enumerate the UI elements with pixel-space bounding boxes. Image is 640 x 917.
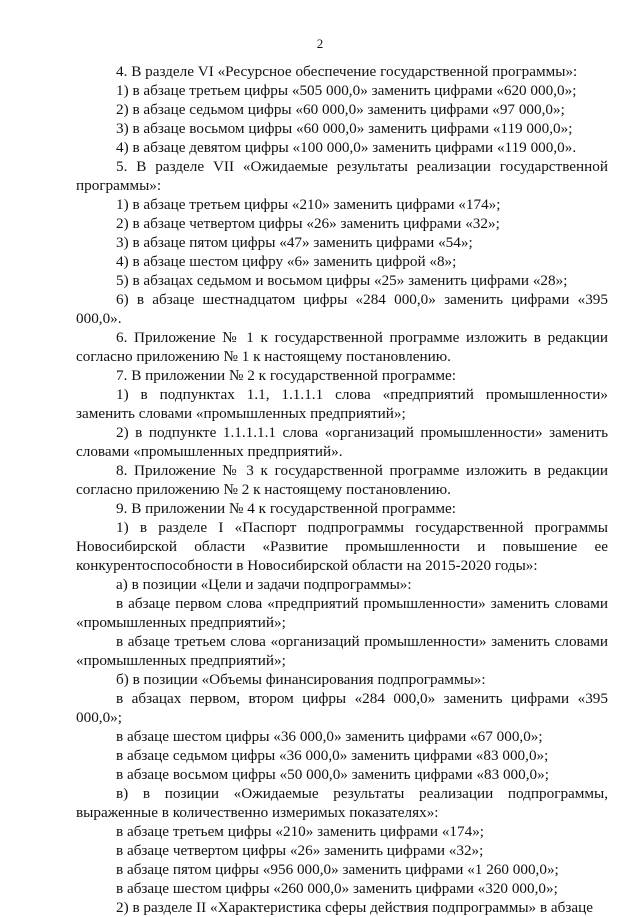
paragraph: в абзаце шестом цифры «36 000,0» заменить цифрами «67 000,0»;: [116, 728, 543, 745]
paragraph: 6. Приложение № 1 к государственной программе изложить в редакции согласно приложению № 1 к настоящему постановлению.: [76, 329, 608, 365]
paragraph: 2) в абзаце четвертом цифры «26» заменить цифрами «32»;: [116, 215, 500, 232]
paragraph: 3) в абзаце пятом цифры «47» заменить цифрами «54»;: [116, 234, 473, 251]
paragraph: 8. Приложение № 3 к государственной программе изложить в редакции согласно приложению № 2 к настоящему постановлению.: [76, 462, 608, 498]
paragraph: 1) в абзаце третьем цифры «210» заменить цифрами «174»;: [116, 196, 501, 213]
paragraph: а) в позиции «Цели и задачи подпрограммы»:: [116, 576, 412, 593]
paragraph: 1) в разделе I «Паспорт подпрограммы государственной программы Новосибирской области «Развитие промышленности и повышение ее конкурентоспособности в Новосибирской области на 2015-2020 годы»:: [76, 519, 608, 574]
paragraph: 4) в абзаце девятом цифры «100 000,0» заменить цифрами «119 000,0».: [116, 139, 577, 156]
paragraph: в абзаце четвертом цифры «26» заменить цифрами «32»;: [116, 842, 484, 859]
paragraph: 2) в подпункте 1.1.1.1.1 слова «организаций промышленности» заменить словами «промышленных предприятий».: [76, 424, 608, 460]
paragraph: 6) в абзаце шестнадцатом цифры «284 000,0» заменить цифрами «395 000,0».: [76, 291, 608, 327]
paragraph: 3) в абзаце восьмом цифры «60 000,0» заменить цифрами «119 000,0»;: [116, 120, 573, 137]
paragraph: 5) в абзацах седьмом и восьмом цифры «25» заменить цифрами «28»;: [116, 272, 568, 289]
paragraph: 5. В разделе VII «Ожидаемые результаты реализации государственной программы»:: [76, 158, 608, 194]
page-number: 2: [316, 36, 324, 51]
paragraph: в абзаце шестом цифры «260 000,0» заменить цифрами «320 000,0»;: [116, 880, 558, 897]
paragraph: в абзаце третьем слова «организаций промышленности» заменить словами «промышленных предприятий»;: [76, 633, 608, 669]
paragraph: в абзаце пятом цифры «956 000,0» заменить цифрами «1 260 000,0»;: [116, 861, 559, 878]
paragraph: в абзаце первом слова «предприятий промышленности» заменить словами «промышленных предприятий»;: [76, 595, 608, 631]
paragraph: 1) в абзаце третьем цифры «505 000,0» заменить цифрами «620 000,0»;: [116, 82, 577, 99]
paragraph: в) в позиции «Ожидаемые результаты реализации подпрограммы, выраженные в количественно измеримых показателях»:: [76, 785, 608, 821]
paragraph: 7. В приложении № 2 к государственной программе:: [116, 367, 456, 384]
paragraph: 4. В разделе VI «Ресурсное обеспечение государственной программы»:: [116, 63, 578, 80]
paragraph: 4) в абзаце шестом цифру «6» заменить цифрой «8»;: [116, 253, 457, 270]
paragraph: 1) в подпунктах 1.1, 1.1.1.1 слова «предприятий промышленности» заменить словами «промышленных предприятий»;: [76, 386, 608, 422]
paragraph: в абзаце седьмом цифры «36 000,0» заменить цифрами «83 000,0»;: [116, 747, 549, 764]
paragraph: в абзаце третьем цифры «210» заменить цифрами «174»;: [116, 823, 485, 840]
document-body: [76, 62, 608, 917]
paragraph: 2) в абзаце седьмом цифры «60 000,0» заменить цифрами «97 000,0»;: [116, 101, 565, 118]
paragraph: в абзаце восьмом цифры «50 000,0» заменить цифрами «83 000,0»;: [116, 766, 549, 783]
paragraph: в абзацах первом, втором цифры «284 000,0» заменить цифрами «395 000,0»;: [76, 690, 608, 726]
paragraph: 9. В приложении № 4 к государственной программе:: [116, 500, 456, 517]
paragraph: 2) в разделе II «Характеристика сферы действия подпрограммы» в абзаце: [116, 899, 593, 916]
paragraph: б) в позиции «Объемы финансирования подпрограммы»:: [116, 671, 486, 688]
